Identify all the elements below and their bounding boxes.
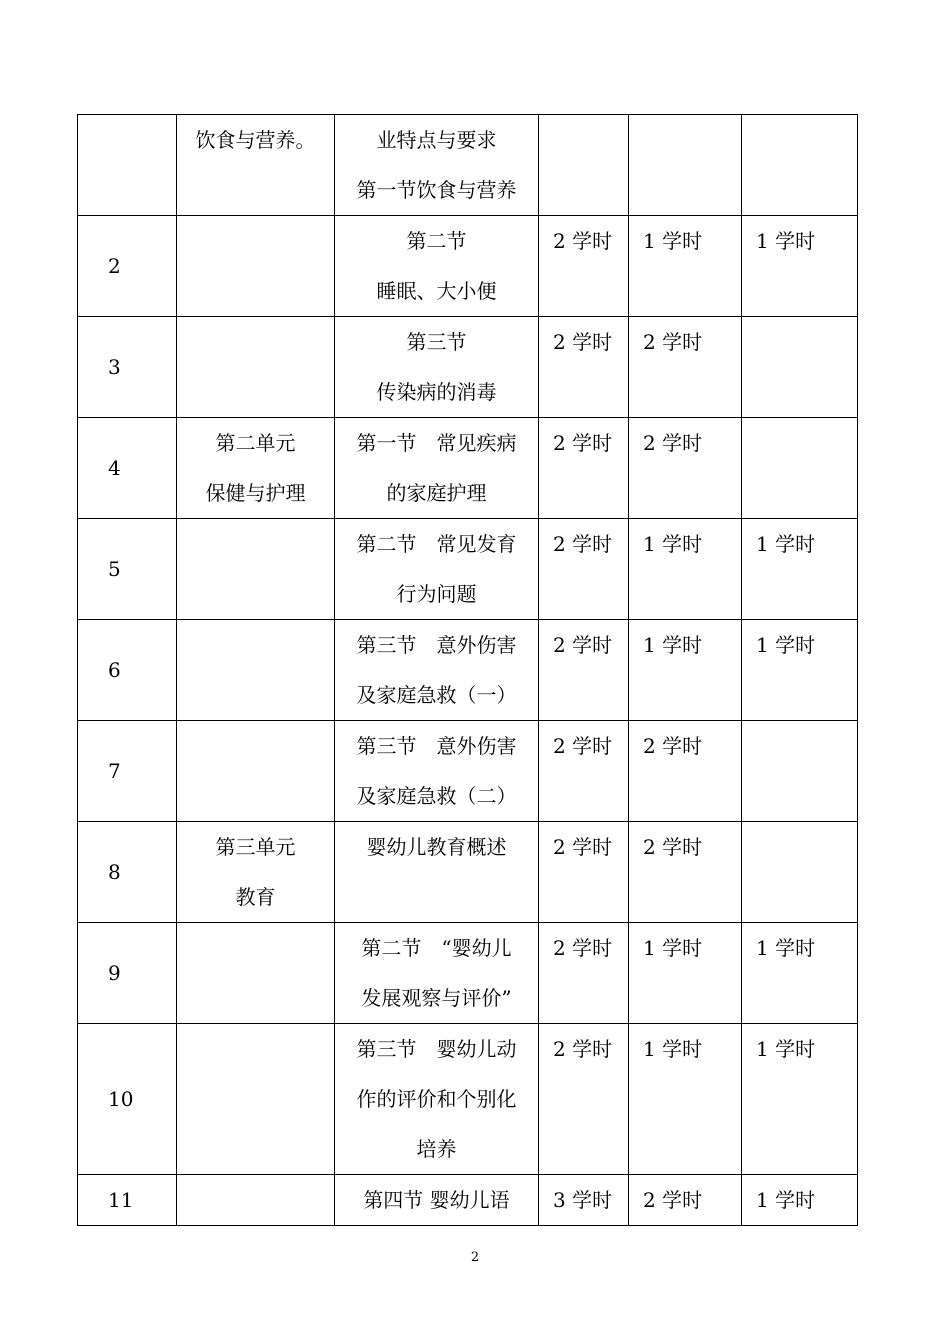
unit-cell bbox=[177, 1175, 335, 1226]
practice-hours-cell: 1 学时 bbox=[742, 620, 858, 721]
row-number-cell: 5 bbox=[78, 519, 177, 620]
table-row bbox=[78, 1175, 858, 1226]
practice-hours-cell bbox=[742, 418, 858, 519]
page-number: 2 bbox=[470, 1250, 480, 1265]
theory-hours-cell: 1 学时 bbox=[629, 216, 742, 317]
table-row bbox=[78, 721, 858, 822]
topic-cell: 婴幼儿教育概述 bbox=[335, 822, 539, 923]
theory-hours-cell: 2 学时 bbox=[629, 1175, 742, 1226]
practice-hours-cell: 1 学时 bbox=[742, 519, 858, 620]
unit-cell: 第三单元 教育 bbox=[177, 822, 335, 923]
unit-cell: 饮食与营养。 bbox=[177, 115, 335, 216]
theory-hours-cell: 1 学时 bbox=[629, 519, 742, 620]
table-row bbox=[78, 418, 858, 519]
topic-cell: 第二节 “婴幼儿 发展观察与评价” bbox=[335, 923, 539, 1024]
table-row bbox=[78, 115, 858, 216]
total-hours-cell: 2 学时 bbox=[539, 721, 629, 822]
total-hours-cell: 2 学时 bbox=[539, 519, 629, 620]
topic-cell: 第二节 睡眠、大小便 bbox=[335, 216, 539, 317]
row-number-cell: 10 bbox=[78, 1024, 177, 1175]
unit-cell bbox=[177, 923, 335, 1024]
theory-hours-cell: 2 学时 bbox=[629, 418, 742, 519]
row-number-cell: 11 bbox=[78, 1175, 177, 1226]
total-hours-cell: 2 学时 bbox=[539, 923, 629, 1024]
practice-hours-cell: 1 学时 bbox=[742, 923, 858, 1024]
theory-hours-cell: 2 学时 bbox=[629, 721, 742, 822]
total-hours-cell bbox=[539, 115, 629, 216]
row-number-cell: 4 bbox=[78, 418, 177, 519]
table-row bbox=[78, 923, 858, 1024]
practice-hours-cell bbox=[742, 721, 858, 822]
practice-hours-cell bbox=[742, 115, 858, 216]
table-row bbox=[78, 822, 858, 923]
row-number-cell: 2 bbox=[78, 216, 177, 317]
theory-hours-cell: 1 学时 bbox=[629, 620, 742, 721]
unit-cell bbox=[177, 317, 335, 418]
topic-cell: 第三节 婴幼儿动 作的评价和个别化 培养 bbox=[335, 1024, 539, 1175]
unit-cell bbox=[177, 519, 335, 620]
total-hours-cell: 2 学时 bbox=[539, 822, 629, 923]
table-row bbox=[78, 1024, 858, 1175]
row-number-cell: 6 bbox=[78, 620, 177, 721]
table-row bbox=[78, 317, 858, 418]
topic-cell: 第二节 常见发育 行为问题 bbox=[335, 519, 539, 620]
row-number-cell: 9 bbox=[78, 923, 177, 1024]
row-number-cell bbox=[78, 115, 177, 216]
theory-hours-cell bbox=[629, 115, 742, 216]
practice-hours-cell: 1 学时 bbox=[742, 216, 858, 317]
unit-cell: 第二单元 保健与护理 bbox=[177, 418, 335, 519]
theory-hours-cell: 1 学时 bbox=[629, 1024, 742, 1175]
total-hours-cell: 2 学时 bbox=[539, 418, 629, 519]
practice-hours-cell bbox=[742, 317, 858, 418]
total-hours-cell: 2 学时 bbox=[539, 216, 629, 317]
topic-cell: 第三节 意外伤害 及家庭急救（一） bbox=[335, 620, 539, 721]
unit-cell bbox=[177, 1024, 335, 1175]
practice-hours-cell: 1 学时 bbox=[742, 1024, 858, 1175]
course-schedule-table bbox=[77, 114, 858, 1226]
topic-cell: 第四节 婴幼儿语 bbox=[335, 1175, 539, 1226]
topic-cell: 第三节 传染病的消毒 bbox=[335, 317, 539, 418]
total-hours-cell: 3 学时 bbox=[539, 1175, 629, 1226]
theory-hours-cell: 2 学时 bbox=[629, 822, 742, 923]
total-hours-cell: 2 学时 bbox=[539, 317, 629, 418]
row-number-cell: 3 bbox=[78, 317, 177, 418]
topic-cell: 第三节 意外伤害 及家庭急救（二） bbox=[335, 721, 539, 822]
practice-hours-cell: 1 学时 bbox=[742, 1175, 858, 1226]
total-hours-cell: 2 学时 bbox=[539, 620, 629, 721]
unit-cell bbox=[177, 620, 335, 721]
unit-cell bbox=[177, 216, 335, 317]
theory-hours-cell: 2 学时 bbox=[629, 317, 742, 418]
table-row bbox=[78, 620, 858, 721]
topic-cell: 第一节 常见疾病 的家庭护理 bbox=[335, 418, 539, 519]
theory-hours-cell: 1 学时 bbox=[629, 923, 742, 1024]
table-body bbox=[78, 115, 858, 1226]
topic-cell: 业特点与要求 第一节饮食与营养 bbox=[335, 115, 539, 216]
practice-hours-cell bbox=[742, 822, 858, 923]
row-number-cell: 8 bbox=[78, 822, 177, 923]
table-row bbox=[78, 216, 858, 317]
table-row bbox=[78, 519, 858, 620]
unit-cell bbox=[177, 721, 335, 822]
total-hours-cell: 2 学时 bbox=[539, 1024, 629, 1175]
row-number-cell: 7 bbox=[78, 721, 177, 822]
